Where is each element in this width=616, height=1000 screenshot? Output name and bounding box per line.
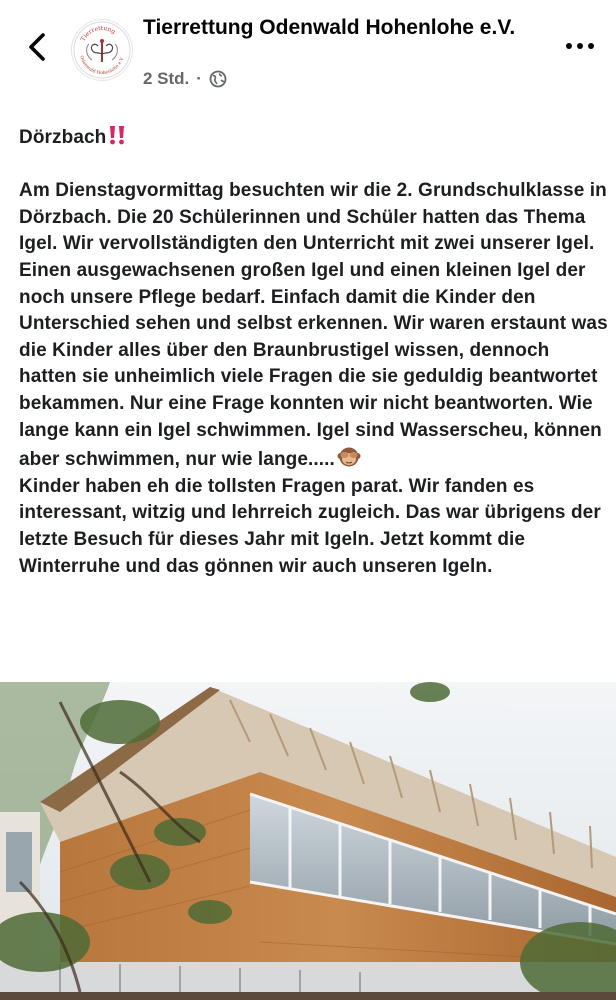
double-exclamation-icon [106, 124, 128, 146]
paragraph-gap [19, 152, 611, 179]
see-no-evil-monkey-icon [337, 444, 361, 468]
post-paragraph-1 [19, 178, 611, 474]
post-headline [19, 124, 611, 152]
meta-separator: · [196, 69, 202, 88]
more-options-button[interactable] [562, 34, 598, 58]
headline-text: Dörzbach [19, 127, 107, 148]
more-horizontal-icon [565, 42, 595, 50]
back-button[interactable] [22, 30, 52, 64]
svg-text:Tierrettung: Tierrettung [79, 24, 117, 43]
page-avatar[interactable] [72, 20, 132, 80]
page-name-link[interactable]: Tierrettung Odenwald Hohenlohe e.V. [143, 16, 516, 39]
post-time[interactable]: 2 Std. [143, 69, 190, 88]
school-building-photo[interactable] [0, 682, 616, 992]
globe-icon [209, 70, 227, 88]
post-header [0, 0, 616, 100]
post-body [19, 124, 611, 580]
post-paragraph-2: Kinder haben eh die tollsten Fragen parat. Wir fanden es interessant, witzig und lehrreich zugleich. Das war übrigens der letzte Besuch für dieses Jahr mit Igeln. Jetzt kommt die Winterruhe und das gönnen wir auch unseren Igeln. [19, 475, 601, 577]
chevron-left-icon [27, 32, 47, 62]
paragraph-1-text: Am Dienstagvormittag besuchten wir die 2. Grundschulklasse in Dörzbach. Die 20 Schülerinnen und Schüler hatten das Thema Igel. Wir vervollständigten den Unterricht mit zwei unserer Igel. Einen ausgewachsenen großen Igel und einen kleinen Igel der noch unsere Pflege bedarf. Einfach damit die Kinder den Unterschied sehen und selbst erkennen. Wir waren erstaunt was die Kinder alles über den Braunbrustigel wissen, dennoch hatten sie unheimlich viele Fragen die sie geduldig beantwortet bekammen. Nur eine Frage konnten wir nicht beantworten. Wie lange kann ein Igel schwimmen. Igel sind Wasserscheu, können aber schwimmen, nur wie lange..... [19, 180, 608, 471]
next-photo-edge [0, 992, 616, 1000]
post-meta [143, 69, 227, 89]
svg-text:Odenwald Hohenlohe e.V.: Odenwald Hohenlohe e.V. [78, 55, 126, 77]
photo-illustration [0, 682, 616, 992]
logo-icon [72, 20, 132, 80]
